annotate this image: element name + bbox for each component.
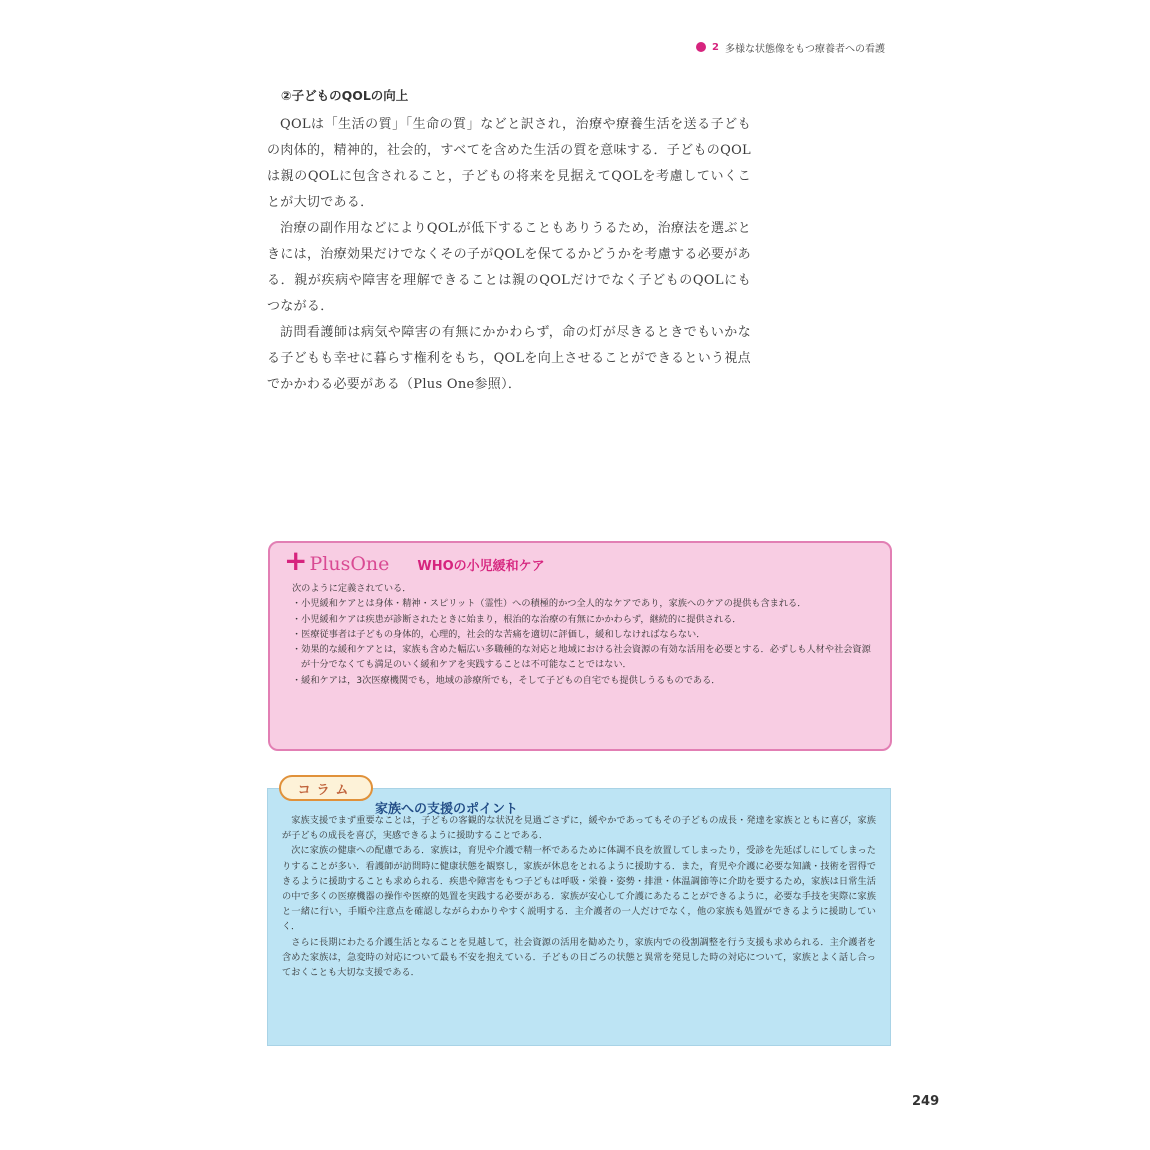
plus-one-item: ・小児緩和ケアとは身体・精神・スピリット（霊性）への積極的かつ全人的なケアであり，家族へのケアの提供も含まれる． bbox=[292, 598, 807, 610]
plus-one-intro: 次のように定義されている． bbox=[292, 583, 412, 594]
column-paragraph: さらに長期にわたる介護生活となることを見越して，社会資源の活用を勧めたり，家族内での役割調整を行う支援も求められる．主介護者を含めた家族は，急変時の対応について最も不安を抱えている．子どもの日ごろの状態と異常を発見した時の対応について，家族とよく話し合っておくことも大切な支援である． bbox=[282, 936, 876, 979]
page-number: 249 bbox=[912, 1094, 940, 1109]
body-paragraph: 訪問看護師は病気や障害の有無にかかわらず，命の灯が尽きるときでもいかなる子どもも幸せに暮らす権利をもち，QOLを向上させることができるという視点でかかわる必要がある（Plus One参照）． bbox=[267, 325, 751, 392]
plus-one-item: ・効果的な緩和ケアとは，家族も含めた幅広い多職種的な対応と地域における社会資源の有効な活用を必要とする．必ずしも人材や社会資源が十分でなくても満足のいく緩和ケアを実践することは不可能なことではない． bbox=[292, 644, 871, 671]
plus-one-title: WHOの小児緩和ケア bbox=[417, 559, 545, 574]
section-heading: ②子どものQOLの向上 bbox=[281, 88, 409, 103]
chapter-title: 多様な状態像をもつ療養者への看護 bbox=[724, 43, 885, 55]
plus-one-body bbox=[284, 581, 876, 688]
plus-icon: + bbox=[284, 544, 308, 577]
chapter-number: 2 bbox=[712, 41, 719, 53]
running-header bbox=[696, 38, 885, 56]
main-section bbox=[267, 86, 751, 398]
column-paragraph: 家族支援でまず重要なことは，子どもの客観的な状況を見過ごさずに，緩やかであってもその子どもの成長・発達を家族とともに喜び，家族が子どもの成長を喜び，実感できるように援助することである． bbox=[282, 815, 876, 842]
column-tag: コラム bbox=[279, 775, 373, 801]
body-paragraph: QOLは「生活の質」「生命の質」などと訳され，治療や療養生活を送る子どもの肉体的，精神的，社会的，すべてを含めた生活の質を意味する．子どものQOLは親のQOLに包含されること，子どもの将来を見据えてQOLを考慮していくことが大切である． bbox=[267, 117, 751, 210]
plus-one-item: ・医療従事者は子どもの身体的，心理的，社会的な苦痛を適切に評価し，緩和しなければならない． bbox=[292, 628, 706, 640]
plus-one-box bbox=[268, 541, 892, 751]
plus-one-item: ・緩和ケアは，3次医療機関でも，地域の診療所でも，そして子どもの自宅でも提供しうるものである． bbox=[292, 674, 721, 686]
plus-one-brand-text: PlusOne bbox=[309, 553, 390, 575]
plus-one-item: ・小児緩和ケアは疾患が診断されたときに始まり，根治的な治療の有無にかかわらず，継続的に提供される． bbox=[292, 613, 742, 625]
column-box bbox=[267, 788, 891, 1046]
body-paragraph: 治療の副作用などによりQOLが低下することもありうるため，治療法を選ぶときには，治療効果だけでなくその子がQOLを保てるかどうかを考慮する必要がある．親が疾病や障害を理解できることは親のQOLだけでなく子どものQOLにもつながる． bbox=[267, 221, 751, 314]
plus-one-header bbox=[284, 544, 876, 577]
column-body bbox=[282, 813, 876, 980]
chapter-bullet-icon bbox=[696, 42, 706, 52]
column-paragraph: 次に家族の健康への配慮である．家族は，育児や介護で精一杯であるために体調不良を放置してしまったり，受診を先延ばしにしてしまったりすることが多い．看護師が訪問時に健康状態を観察し，家族が休息をとれるように援助する．また，育児や介護に必要な知識・技術を習得できるように援助することも求められる．疾患や障害をもつ子どもは呼吸・栄養・姿勢・排泄・体温調節等に介助を要するため，家族は日常生活の中で多くの医療機器の操作や医療的処置を実践する必要がある．家族が安心して介護にあたることができるように，必要な手技を実際に家族と一緒に行い，手順や注意点を確認しながらわかりやすく説明する．主介護者の一人だけでなく，他の家族も処置ができるように援助していく． bbox=[282, 845, 876, 933]
column-title: 家族への支援のポイント bbox=[375, 802, 519, 817]
plus-one-brand bbox=[284, 544, 390, 577]
